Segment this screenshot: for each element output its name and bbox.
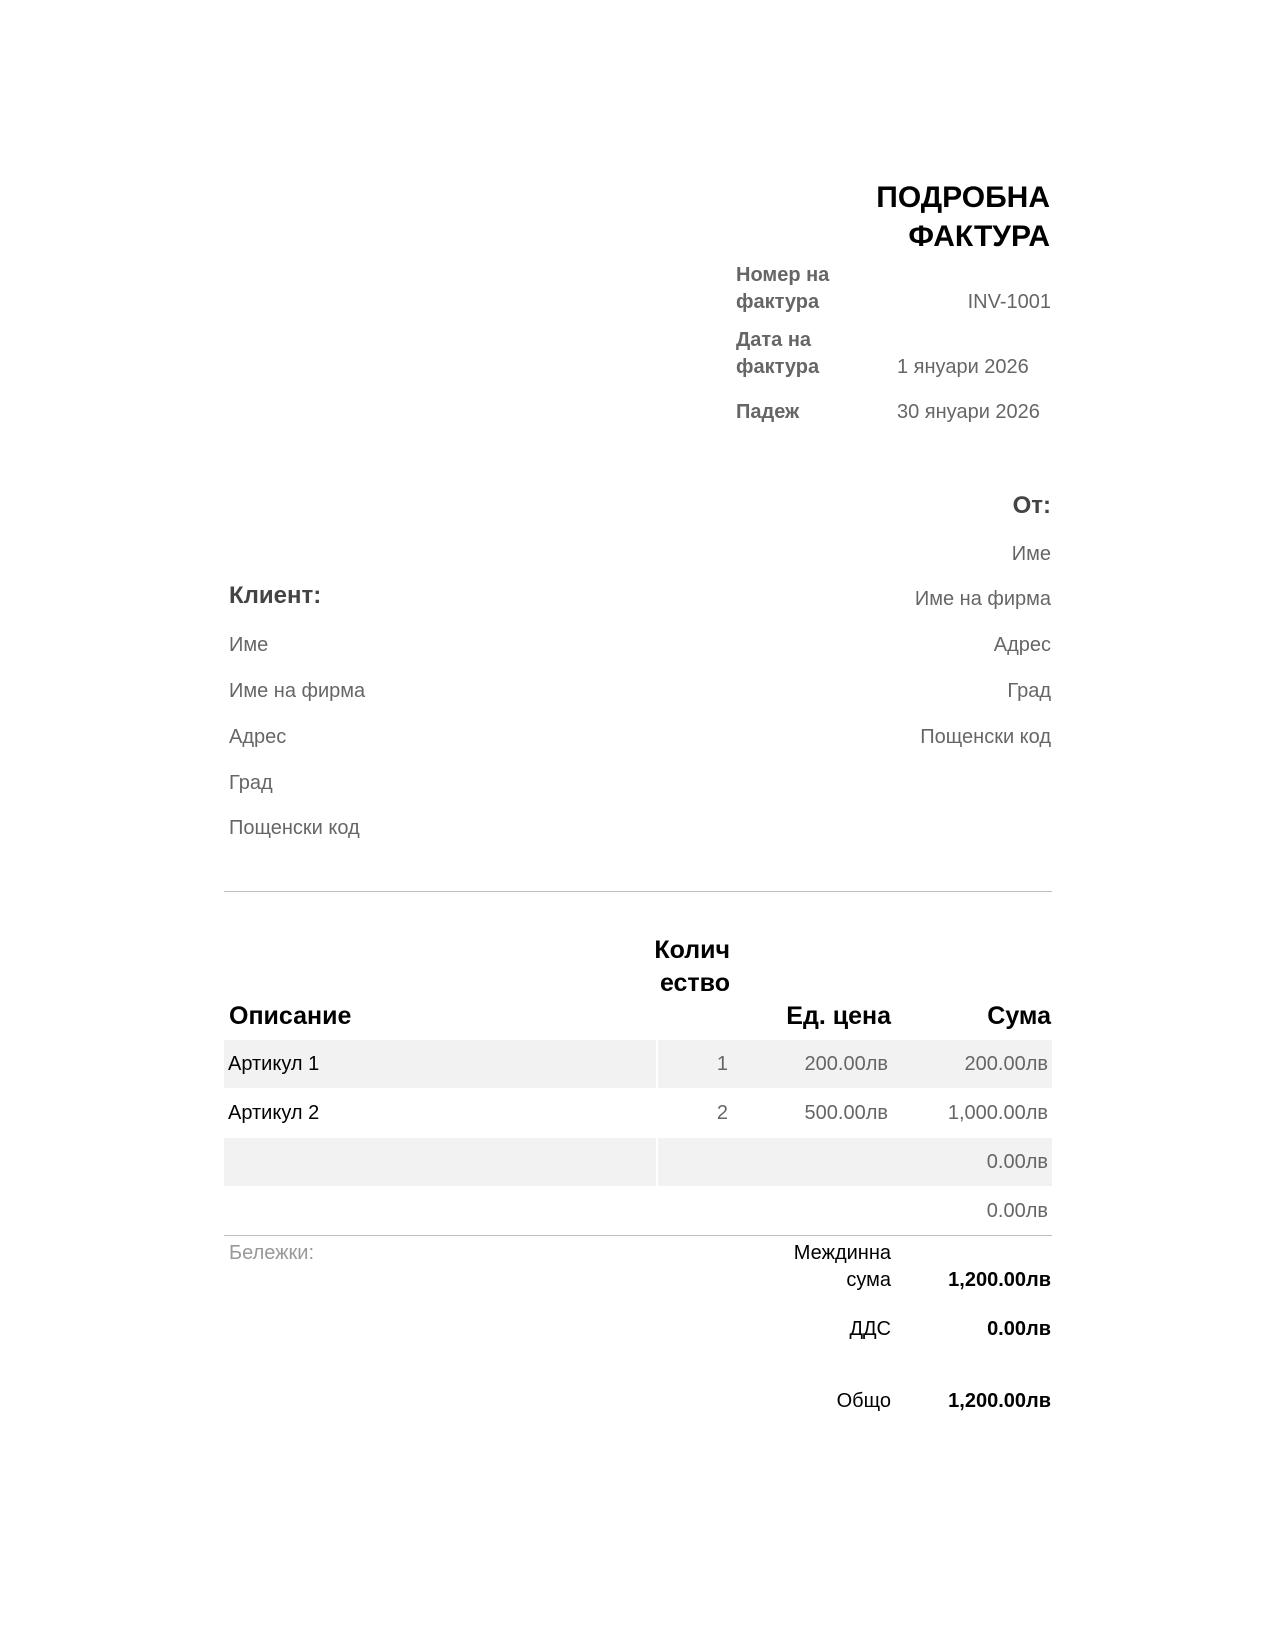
header-description: Описание xyxy=(229,1002,352,1030)
client-postal-code: Пощенски код xyxy=(229,817,360,839)
invoice-number-value: INV-1001 xyxy=(967,291,1051,313)
invoice-date-label: Дата на фактура xyxy=(736,329,820,378)
table-row xyxy=(224,1040,1052,1088)
row-description: Артикул 1 xyxy=(228,1053,320,1075)
from-company: Име на фирма xyxy=(914,588,1051,610)
subtotal-value: 1,200.00лв xyxy=(948,1269,1051,1291)
table-row xyxy=(224,1089,1052,1137)
client-city: Град xyxy=(229,772,273,794)
from-postal-code: Пощенски код xyxy=(920,726,1051,748)
from-heading: От: xyxy=(1012,492,1051,519)
table-row xyxy=(224,1187,1052,1235)
header-sum: Сума xyxy=(987,1002,1051,1030)
section-divider xyxy=(224,891,1052,892)
row-unit-price: 200.00лв xyxy=(804,1053,888,1075)
invoice-date-value: 1 януари 2026 xyxy=(897,356,1029,378)
client-company: Име на фирма xyxy=(229,680,366,702)
invoice-title: ПОДРОБНА ФАКТУРА xyxy=(876,181,1050,253)
header-unit-price: Ед. цена xyxy=(786,1002,891,1030)
due-date-value: 30 януари 2026 xyxy=(897,401,1040,423)
vat-label: ДДС xyxy=(849,1318,891,1340)
row-quantity: 2 xyxy=(716,1102,728,1124)
column-separator xyxy=(656,1138,658,1186)
notes-label: Бележки: xyxy=(229,1242,315,1264)
client-heading: Клиент: xyxy=(229,582,322,609)
row-sum: 1,000.00лв xyxy=(947,1102,1048,1124)
row-description: Артикул 2 xyxy=(228,1102,320,1124)
from-name: Име xyxy=(1011,543,1051,565)
row-sum: 0.00лв xyxy=(986,1200,1048,1222)
invoice-number-label: Номер на фактура xyxy=(736,264,830,313)
subtotal-label: Междинна сума xyxy=(793,1242,891,1291)
row-sum: 200.00лв xyxy=(964,1053,1048,1075)
table-bottom-rule xyxy=(224,1235,1052,1236)
due-date-label: Падеж xyxy=(736,401,800,423)
from-address: Адрес xyxy=(993,634,1051,656)
total-value: 1,200.00лв xyxy=(948,1390,1051,1412)
column-separator xyxy=(656,1040,658,1088)
client-name: Име xyxy=(229,634,269,656)
header-quantity: Количество xyxy=(654,936,730,997)
from-city: Град xyxy=(1007,680,1051,702)
row-unit-price: 500.00лв xyxy=(804,1102,888,1124)
table-row xyxy=(224,1138,1052,1186)
client-address: Адрес xyxy=(229,726,287,748)
row-sum: 0.00лв xyxy=(986,1151,1048,1173)
vat-value: 0.00лв xyxy=(987,1318,1051,1340)
total-label: Общо xyxy=(836,1390,891,1412)
row-quantity: 1 xyxy=(716,1053,728,1075)
